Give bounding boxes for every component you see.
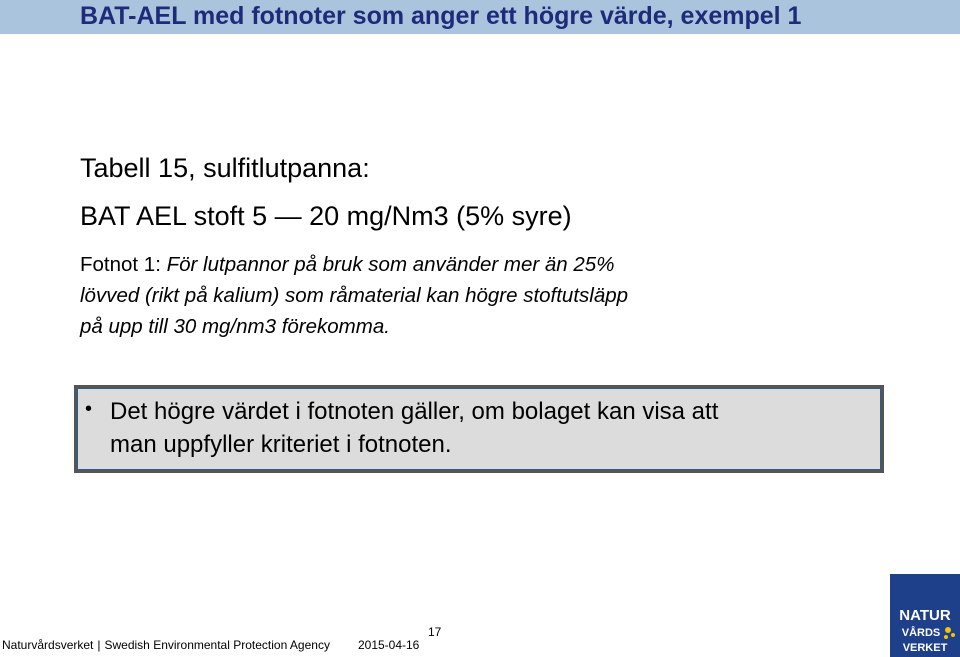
callout-text — [110, 395, 718, 461]
footnote-label: Fotnot 1: — [80, 253, 167, 276]
footer-separator: | — [97, 638, 101, 652]
page-number: 17 — [428, 625, 442, 639]
callout-line-2: man uppfyller kriteriet i fotnoten. — [110, 431, 452, 458]
footnote-text-3: på upp till 30 mg/nm3 förekomma. — [80, 315, 390, 338]
logo-text-2: VÅRDS — [901, 627, 941, 639]
footer-date: 2015-04-16 — [357, 638, 420, 652]
callout-line-1: Det högre värdet i fotnoten gäller, om bolaget kan visa att — [110, 398, 719, 425]
slide-title: BAT-AEL med fotnoter som anger ett högre värde, exempel 1 — [0, 0, 960, 34]
footer — [2, 638, 419, 652]
logo-text-3: VERKET — [902, 642, 948, 654]
logo-graphic — [890, 574, 960, 657]
table-heading: Tabell 15, sulfitlutpanna: — [80, 153, 370, 183]
footer-org: Naturvårdsverket — [2, 638, 94, 652]
footer-org-en: Swedish Environmental Protection Agency — [104, 638, 330, 652]
bat-ael-value: BAT AEL stoft 5 — 20 mg/Nm3 (5% syre) — [80, 201, 572, 231]
bullet-icon: • — [85, 398, 93, 420]
footnote-line-1 — [80, 249, 628, 280]
footnote-text-2: lövved (rikt på kalium) som råmaterial kan högre stoftutsläpp — [80, 284, 629, 307]
logo-text-1: NATUR — [899, 607, 951, 624]
callout-box — [74, 385, 884, 473]
footnote-text-1: För lutpannor på bruk som använder mer än 25% — [166, 253, 615, 276]
naturvardsverket-logo — [890, 574, 960, 657]
footnote — [80, 249, 628, 342]
